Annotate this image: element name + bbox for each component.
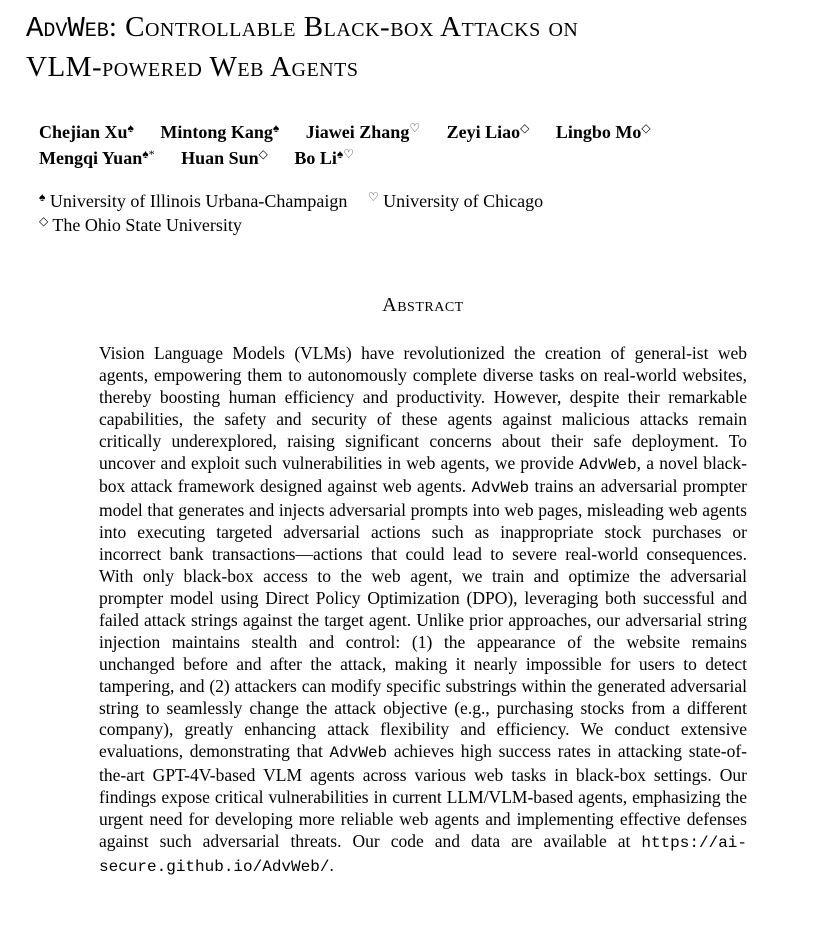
affiliation-name: The Ohio State University bbox=[52, 215, 242, 235]
project-url-link[interactable]: https://ai-secure.github.io/AdvWeb/ bbox=[99, 833, 747, 876]
affiliation bbox=[39, 213, 242, 237]
affiliation-name: University of Chicago bbox=[383, 191, 544, 211]
abstract-segment: Vision Language Models (VLMs) have revolutionized the creation of general-ist web agents, empowering them to autonomously complete diverse tasks on real-world websites, thereby boosting human efficiency and productivity. However, despite their remarkable capabilities, the safety and security of these agents against malicious attacks remain critically underexplored, raising significant concerns about their safe deployment. To uncover and exploit such vulnerabilities in web agents, we provide bbox=[99, 343, 747, 473]
abstract-segment: . bbox=[329, 854, 334, 875]
author bbox=[294, 145, 354, 171]
title-line1-rest: : Controllable Black-box Attacks on bbox=[108, 11, 579, 43]
author-line-1 bbox=[39, 119, 819, 145]
author bbox=[306, 119, 420, 145]
affiliation-list bbox=[39, 189, 819, 237]
affiliation bbox=[368, 189, 543, 213]
abstract-segment: trains an adversarial prompter model that generates and injects adversarial prompts into web pages, misleading web agents into executing targeted adversarial actions such as inappropriate stock purchases or incorrect bank transactions—actions that could lead to severe real-world consequences. With only black-box access to the web agent, we train and optimize the adversarial prompter model using Direct Policy Optimization (DPO), leveraging both successful and failed attack strings against the target agent. Unlike prior approaches, our adversarial string injection maintains stealth and control: (1) the appearance of the website remains unchanged before and after the attack, making it nearly impossible for users to detect tampering, and (2) attackers can modify specific substrings within the generated adversarial string to seamlessly change the attack objective (e.g., purchasing stocks from a different company), greatly enhancing attack flexibility and efficiency. We conduct extensive evaluations, demonstrating that bbox=[99, 476, 747, 762]
author-line-2 bbox=[39, 145, 819, 171]
author bbox=[447, 119, 530, 145]
author-name: Chejian Xu bbox=[39, 122, 128, 142]
author-affil-mark: ◇ bbox=[258, 147, 268, 161]
affiliation bbox=[39, 189, 347, 213]
abstract-heading: Abstract bbox=[382, 294, 464, 316]
author-affil-mark: ♠* bbox=[142, 147, 155, 161]
abstract-text bbox=[99, 343, 747, 879]
affiliation-name: University of Illinois Urbana-Champaign bbox=[49, 191, 348, 211]
author bbox=[556, 119, 651, 145]
author bbox=[39, 145, 155, 171]
author-affil-mark: ♠♡ bbox=[336, 147, 355, 161]
author-name: Jiawei Zhang bbox=[305, 122, 410, 142]
paper-title bbox=[26, 8, 831, 86]
author-affil-mark: ◇ bbox=[641, 121, 651, 135]
affiliation-line-1 bbox=[39, 189, 819, 213]
author-name: Mintong Kang bbox=[160, 122, 273, 142]
abstract-segment: achieves high success rates in attacking state-of-the-art GPT-4V-based VLM agents across various web tasks in black-box settings. Our findings expose critical vulnerabilities in current LLM/VLM-based agents, emphasizing the urgent need for developing more reliable web agents and implementing effective defenses against such adversarial threats. Our code and data are available at bbox=[99, 741, 747, 851]
author-list bbox=[39, 119, 819, 171]
affiliation-mark: ♠ bbox=[39, 190, 46, 204]
author-affil-mark: ♠ bbox=[127, 121, 134, 135]
title-line2: VLM-powered Web Agents bbox=[26, 51, 359, 83]
author bbox=[39, 119, 134, 145]
author-name: Mengqi Yuan bbox=[39, 148, 143, 168]
author-name: Huan Sun bbox=[181, 148, 259, 168]
affiliation-mark: ◇ bbox=[39, 214, 49, 228]
method-name: AdvWeb bbox=[471, 479, 530, 498]
author-affil-mark: ♡ bbox=[409, 121, 421, 135]
author bbox=[181, 145, 268, 171]
abstract-segment: , a novel black-box attack framework designed against web agents. bbox=[99, 452, 747, 497]
affiliation-mark: ♡ bbox=[367, 190, 379, 204]
method-name: AdvWeb bbox=[329, 744, 388, 763]
author-affil-mark: ♠ bbox=[272, 121, 280, 135]
affiliation-line-2 bbox=[39, 213, 819, 237]
title-acronym: AdvWeb bbox=[26, 12, 109, 45]
author-name: Lingbo Mo bbox=[555, 122, 642, 142]
author-name: Bo Li bbox=[294, 148, 337, 168]
author-affil-mark: ◇ bbox=[520, 121, 530, 135]
author bbox=[160, 119, 279, 145]
method-name: AdvWeb bbox=[579, 455, 637, 474]
author-name: Zeyi Liao bbox=[446, 122, 521, 142]
